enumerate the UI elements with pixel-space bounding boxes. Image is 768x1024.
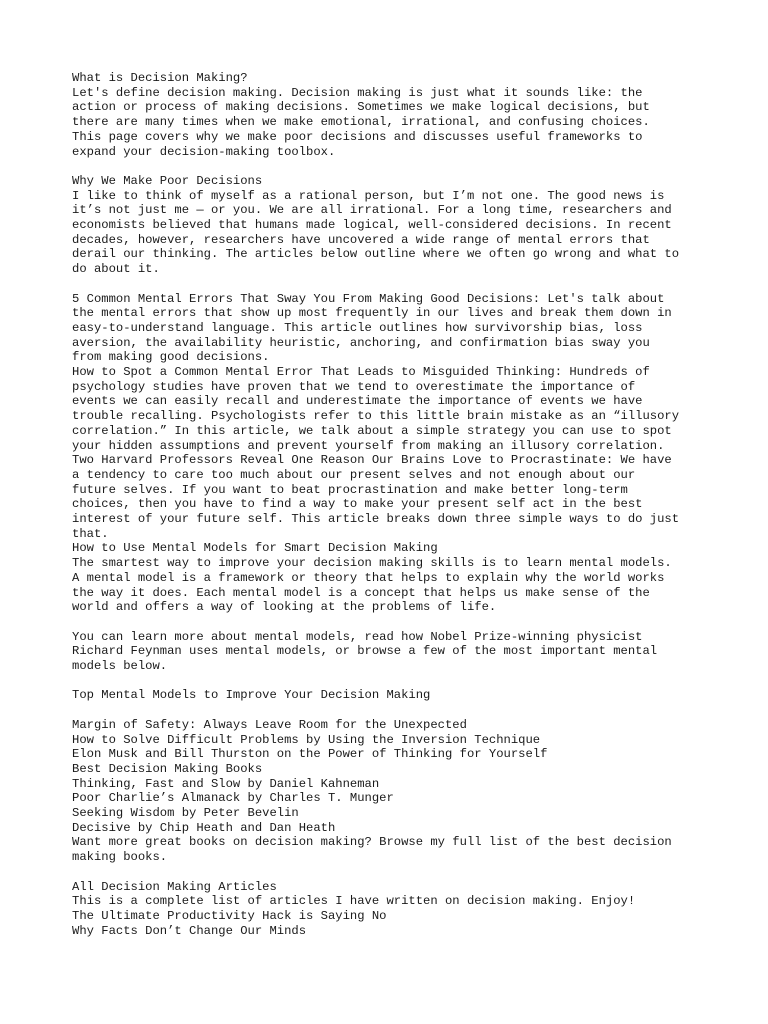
list-item[interactable]: Poor Charlie’s Almanack by Charles T. Munger [72, 791, 394, 806]
text-line: I like to think of myself as a rational person, but I’m not one. The good news is [72, 188, 665, 203]
text-line: action or process of making decisions. Sometimes we make logical decisions, but [72, 100, 650, 115]
paragraph-gap [72, 277, 712, 292]
text-line: correlation.” In this article, we talk about a simple strategy you can use to spot [72, 423, 672, 438]
text-line: Want more great books on decision making? Browse my full list of the best decision [72, 835, 672, 850]
section-heading: Best Decision Making Books [72, 761, 263, 776]
text-line: events we can easily recall and underestimate the importance of events we have [72, 394, 643, 409]
list-item[interactable]: Decisive by Chip Heath and Dan Heath [72, 820, 336, 835]
section-models-and-books [72, 718, 712, 865]
text-line: Let's define decision making. Decision making is just what it sounds like: the [72, 85, 643, 100]
text-line: models below. [72, 659, 168, 674]
section-heading: All Decision Making Articles [72, 879, 277, 894]
section-all-articles [72, 880, 712, 939]
text-line: future selves. If you want to beat procrastination and make better long-term [72, 482, 628, 497]
text-line: trouble recalling. Psychologists refer to this little brain mistake as an “illusory [72, 409, 680, 424]
section-heading: Top Mental Models to Improve Your Decision Making [72, 688, 431, 703]
list-item[interactable]: Seeking Wisdom by Peter Bevelin [72, 806, 299, 821]
section-article-summaries [72, 292, 712, 615]
text-line: that. [72, 526, 109, 541]
document-body [72, 71, 712, 938]
section-top-mental-models-heading [72, 688, 712, 703]
text-line: the way it does. Each mental model is a concept that helps us make sense of the [72, 585, 650, 600]
list-item[interactable]: Elon Musk and Bill Thurston on the Power of Thinking for Yourself [72, 747, 548, 762]
list-item[interactable]: Why Facts Don’t Change Our Minds [72, 923, 307, 938]
section-heading: How to Use Mental Models for Smart Decision Making [72, 541, 438, 556]
text-line: You can learn more about mental models, read how Nobel Prize-winning physicist [72, 629, 643, 644]
text-line: your hidden assumptions and prevent yourself from making an illusory correlation. [72, 438, 665, 453]
text-line: making books. [72, 850, 168, 865]
section-why-poor-decisions [72, 174, 712, 277]
text-line: Richard Feynman uses mental models, or browse a few of the most important mental [72, 644, 658, 659]
text-line: expand your decision-making toolbox. [72, 144, 336, 159]
paragraph-gap [72, 865, 712, 880]
text-line: there are many times when we make emotional, irrational, and confusing choices. [72, 115, 650, 130]
text-line: psychology studies have proven that we tend to overestimate the importance of [72, 379, 636, 394]
paragraph-gap [72, 674, 712, 689]
article-link-line[interactable]: Two Harvard Professors Reveal One Reason Our Brains Love to Procrastinate: We have [72, 453, 672, 468]
text-line: The smartest way to improve your decision making skills is to learn mental models. [72, 556, 672, 571]
text-line: a tendency to care too much about our present selves and not enough about our [72, 467, 636, 482]
text-line: A mental model is a framework or theory that helps to explain why the world works [72, 570, 665, 585]
paragraph-gap [72, 703, 712, 718]
text-line: it’s not just me — or you. We are all irrational. For a long time, researchers and [72, 203, 672, 218]
text-line: the mental errors that show up most frequently in our lives and break them down in [72, 306, 672, 321]
text-line: This page covers why we make poor decisions and discusses useful frameworks to [72, 129, 643, 144]
section-heading: What is Decision Making? [72, 71, 248, 85]
list-item[interactable]: How to Solve Difficult Problems by Using the Inversion Technique [72, 732, 541, 747]
list-item[interactable]: Thinking, Fast and Slow by Daniel Kahneman [72, 776, 380, 791]
article-link-line[interactable]: 5 Common Mental Errors That Sway You From Making Good Decisions: Let's talk about [72, 291, 665, 306]
section-what-is-decision-making [72, 71, 712, 159]
text-line: do about it. [72, 262, 160, 277]
list-item[interactable]: Margin of Safety: Always Leave Room for the Unexpected [72, 717, 467, 732]
paragraph-gap [72, 615, 712, 630]
section-learn-more [72, 630, 712, 674]
list-item[interactable]: The Ultimate Productivity Hack is Saying No [72, 908, 387, 923]
article-link-line[interactable]: How to Spot a Common Mental Error That Leads to Misguided Thinking: Hundreds of [72, 365, 650, 380]
text-line: derail our thinking. The articles below outline where we often go wrong and what to [72, 247, 680, 262]
text-line: economists believed that humans made logical, well-considered decisions. In recent [72, 218, 672, 233]
text-line: aversion, the availability heuristic, anchoring, and confirmation bias sway you [72, 335, 650, 350]
text-line: easy-to-understand language. This article outlines how survivorship bias, loss [72, 320, 643, 335]
text-line: from making good decisions. [72, 350, 270, 365]
paragraph-gap [72, 159, 712, 174]
text-line: This is a complete list of articles I have written on decision making. Enjoy! [72, 894, 636, 909]
text-line: world and offers a way of looking at the problems of life. [72, 600, 497, 615]
section-heading: Why We Make Poor Decisions [72, 173, 263, 188]
text-line: decades, however, researchers have uncovered a wide range of mental errors that [72, 232, 650, 247]
text-line: interest of your future self. This article breaks down three simple ways to do just [72, 512, 680, 527]
text-line: choices, then you have to find a way to make your present self act in the best [72, 497, 643, 512]
